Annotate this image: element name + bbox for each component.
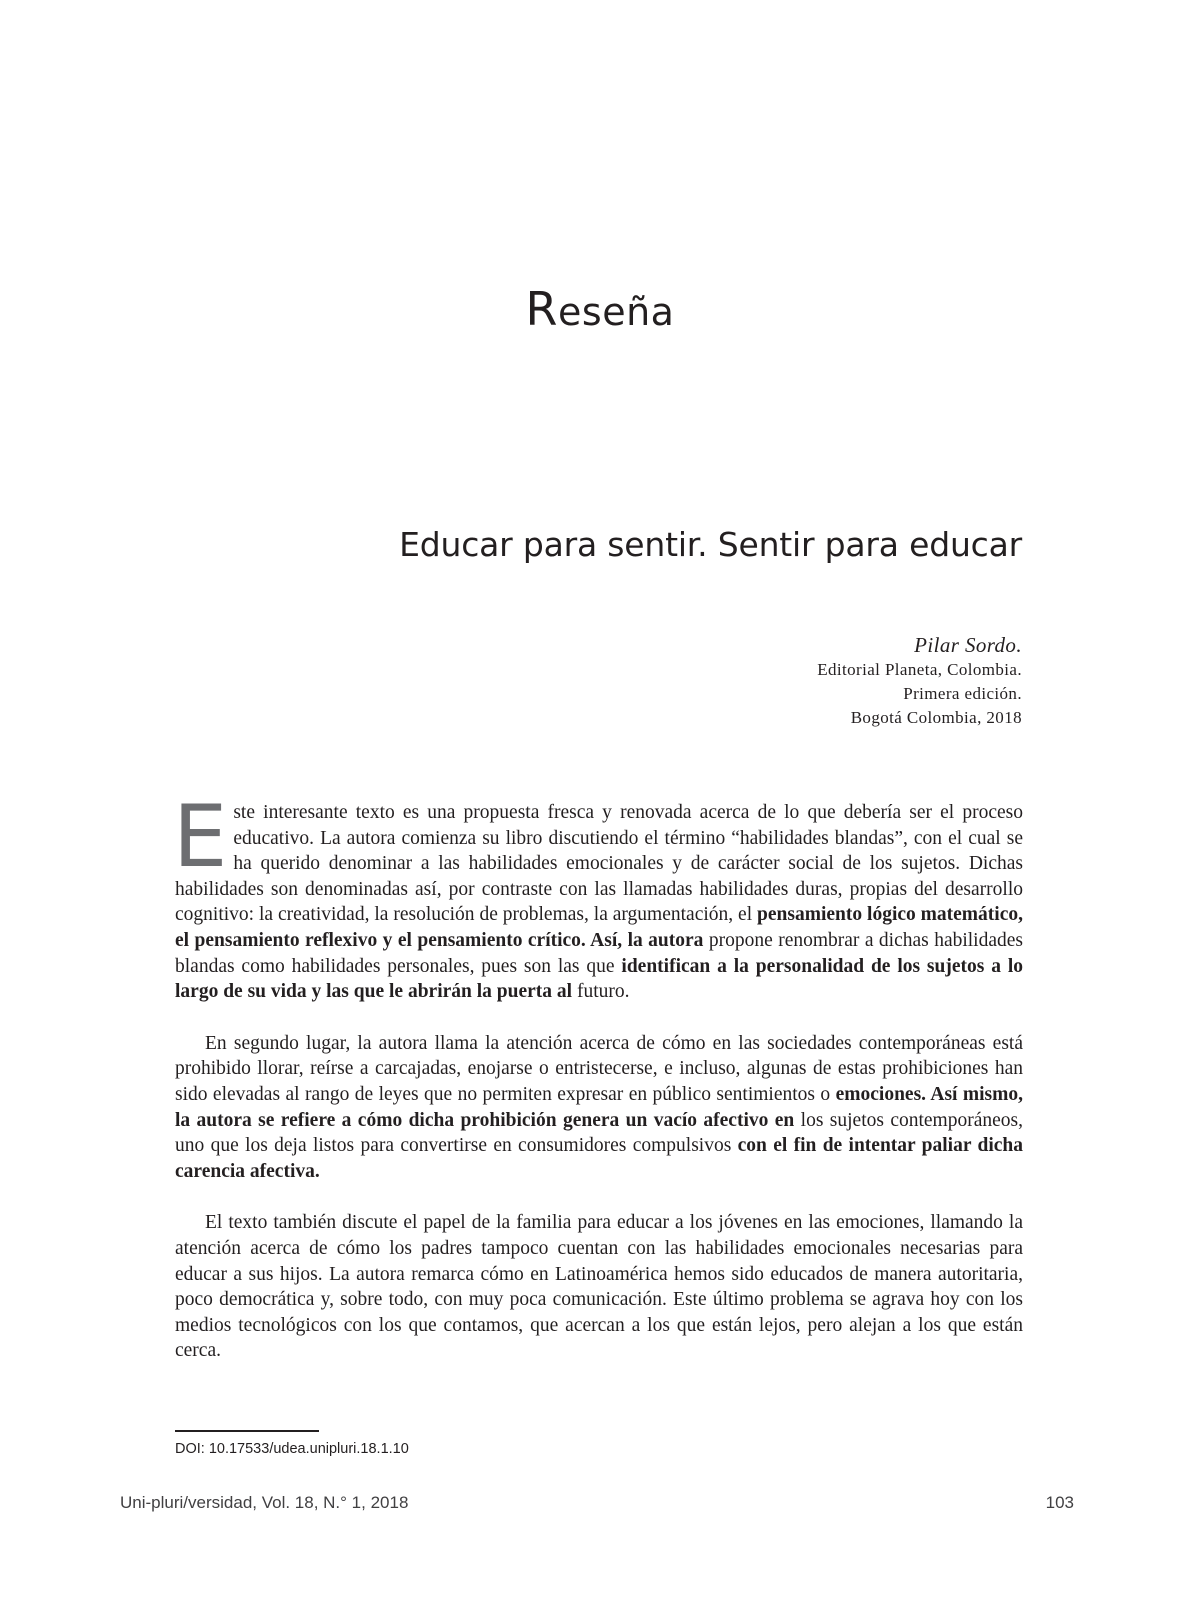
book-place-year: Bogotá Colombia, 2018 — [850, 708, 1022, 727]
section-heading-rest: eseña — [558, 290, 675, 334]
paragraph-2-text-1: En segundo lugar, la autora llama la atención acerca de cómo en las sociedades contemporáneas está prohibido llorar, reírse a carcajadas, enojarse o entristecerse, e incluso, algunas de estas prohibiciones han sido elevadas al rango de leyes que no permiten expresar en público sentimientos o — [175, 1032, 1023, 1105]
section-heading-initial: R — [525, 282, 559, 336]
footer-journal: Uni-pluri/versidad, Vol. 18, N.° 1, 2018 — [120, 1493, 409, 1512]
book-info — [817, 632, 1022, 730]
paragraph-1-text-2: propone renombrar a dichas habilidades blandas como habilidades personales, pues son las que — [175, 929, 1023, 977]
paragraph-2 — [175, 1031, 1023, 1185]
paragraph-2-bold-2: con el fin de intentar paliar dicha carencia afectiva. — [175, 1135, 1023, 1182]
book-publisher: Editorial Planeta, Colombia. — [817, 660, 1022, 679]
section-heading — [0, 282, 1200, 336]
book-author: Pilar Sordo. — [914, 633, 1022, 657]
paragraph-1 — [173, 787, 1023, 1005]
article-body — [173, 787, 1023, 1390]
paragraph-2-bold-1: emociones. Así mismo, la autora se refiere a cómo dicha prohibición genera un vacío afectivo en — [175, 1083, 1023, 1131]
paragraph-3-text-1: El texto también discute el papel de la familia para educar a los jóvenes en las emociones, llamando la atención acerca de cómo los padres tampoco cuentan con las habilidades emocionales necesarias para educar a sus hijos. La autora remarca cómo en Latinoamérica hemos sido educados de manera autoritaria, poco democrática y, sobre todo, con muy poca comunicación. Este último problema se agrava hoy con los medios tecnológicos con los que contamos, que acercan a los que están lejos, pero alejan a los que están cerca. — [175, 1212, 1023, 1362]
drop-cap: E — [173, 787, 228, 887]
paragraph-1-bold-1: pensamiento lógico matemático, el pensamiento reflexivo y el pensamiento crítico. Así, la autora — [175, 904, 1023, 951]
article-title: Educar para sentir. Sentir para educar — [399, 525, 1022, 564]
paragraph-3 — [175, 1210, 1023, 1364]
paragraph-2-text-2: los sujetos contemporáneos, uno que los deja listos para convertirse en consumidores compulsivos — [175, 1109, 1023, 1157]
footer-page-number: 103 — [1045, 1493, 1074, 1512]
doi-footnote: DOI: 10.17533/udea.unipluri.18.1.10 — [175, 1441, 409, 1457]
paragraph-1-bold-2: identifican a la personalidad de los sujetos a lo largo de su vida y las que le abrirán la puerta al — [175, 955, 1023, 1003]
paragraph-1-text-3: futuro. — [572, 981, 630, 1003]
footnote-rule — [175, 1430, 319, 1432]
paragraph-1-text-1: ste interesante texto es una propuesta fresca y renovada acerca de lo que debería ser el proceso educativo. La autora comienza su libro discutiendo el término “habilidades blandas”, con el cual se ha querido denominar a las habilidades emocionales y de carácter social de los sujetos. Dichas habilidades son denominadas así, por contraste con las llamadas habilidades duras, propias del desarrollo cognitivo: la creatividad, la resolución de problemas, la argumentación, el — [175, 802, 1023, 926]
book-edition: Primera edición. — [903, 684, 1022, 703]
